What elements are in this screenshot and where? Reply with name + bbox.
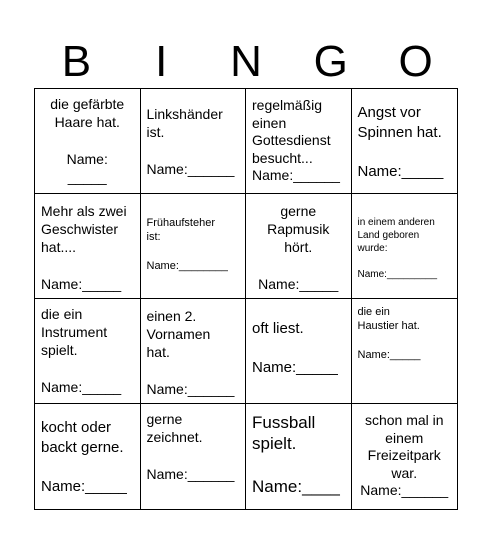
bingo-cell-2[interactable]: Linkshänder ist. Name:______ bbox=[141, 89, 247, 194]
bingo-cell-11[interactable]: oft liest. Name:_____ bbox=[246, 299, 352, 404]
bingo-cell-6[interactable]: Frühaufsteher ist: Name:________ bbox=[141, 194, 247, 299]
header-letter-n: N bbox=[230, 37, 262, 86]
bingo-cell-4[interactable]: Angst vor Spinnen hat. Name:_____ bbox=[352, 89, 458, 194]
bingo-cell-12[interactable]: die ein Haustier hat. Name:_____ bbox=[352, 299, 458, 404]
bingo-cell-3[interactable]: regelmäßig einen Gottesdienst besucht... Name:______ bbox=[246, 89, 352, 194]
bingo-cell-8[interactable]: in einem anderen Land geboren wurde: Name:_________ bbox=[352, 194, 458, 299]
header-letter-o: O bbox=[398, 37, 433, 86]
bingo-cell-10[interactable]: einen 2. Vornamen hat. Name:______ bbox=[141, 299, 247, 404]
bingo-cell-5[interactable]: Mehr als zwei Geschwister hat.... Name:_____ bbox=[35, 194, 141, 299]
header-letter-b: B bbox=[61, 37, 92, 86]
bingo-cell-16[interactable]: schon mal in einem Freizeitpark war. Name:______ bbox=[360, 412, 449, 498]
header-letter-i: I bbox=[155, 37, 168, 86]
bingo-header bbox=[34, 36, 458, 88]
bingo-grid bbox=[34, 88, 458, 510]
bingo-cell-7[interactable]: gerne Rapmusik hört. Name:_____ bbox=[246, 194, 352, 299]
bingo-cell-13[interactable]: kocht oder backt gerne. Name:_____ bbox=[35, 404, 141, 509]
header-letter-g: G bbox=[313, 37, 348, 86]
bingo-cell-9[interactable]: die ein Instrument spielt. Name:_____ bbox=[35, 299, 141, 404]
bingo-cell-1[interactable]: die gefärbte Haare hat. Name: _____ bbox=[35, 89, 141, 194]
bingo-cell-15[interactable]: Fussball spielt. Name:____ bbox=[246, 404, 352, 509]
bingo-cell-14[interactable]: gerne zeichnet. Name:______ bbox=[141, 404, 247, 509]
